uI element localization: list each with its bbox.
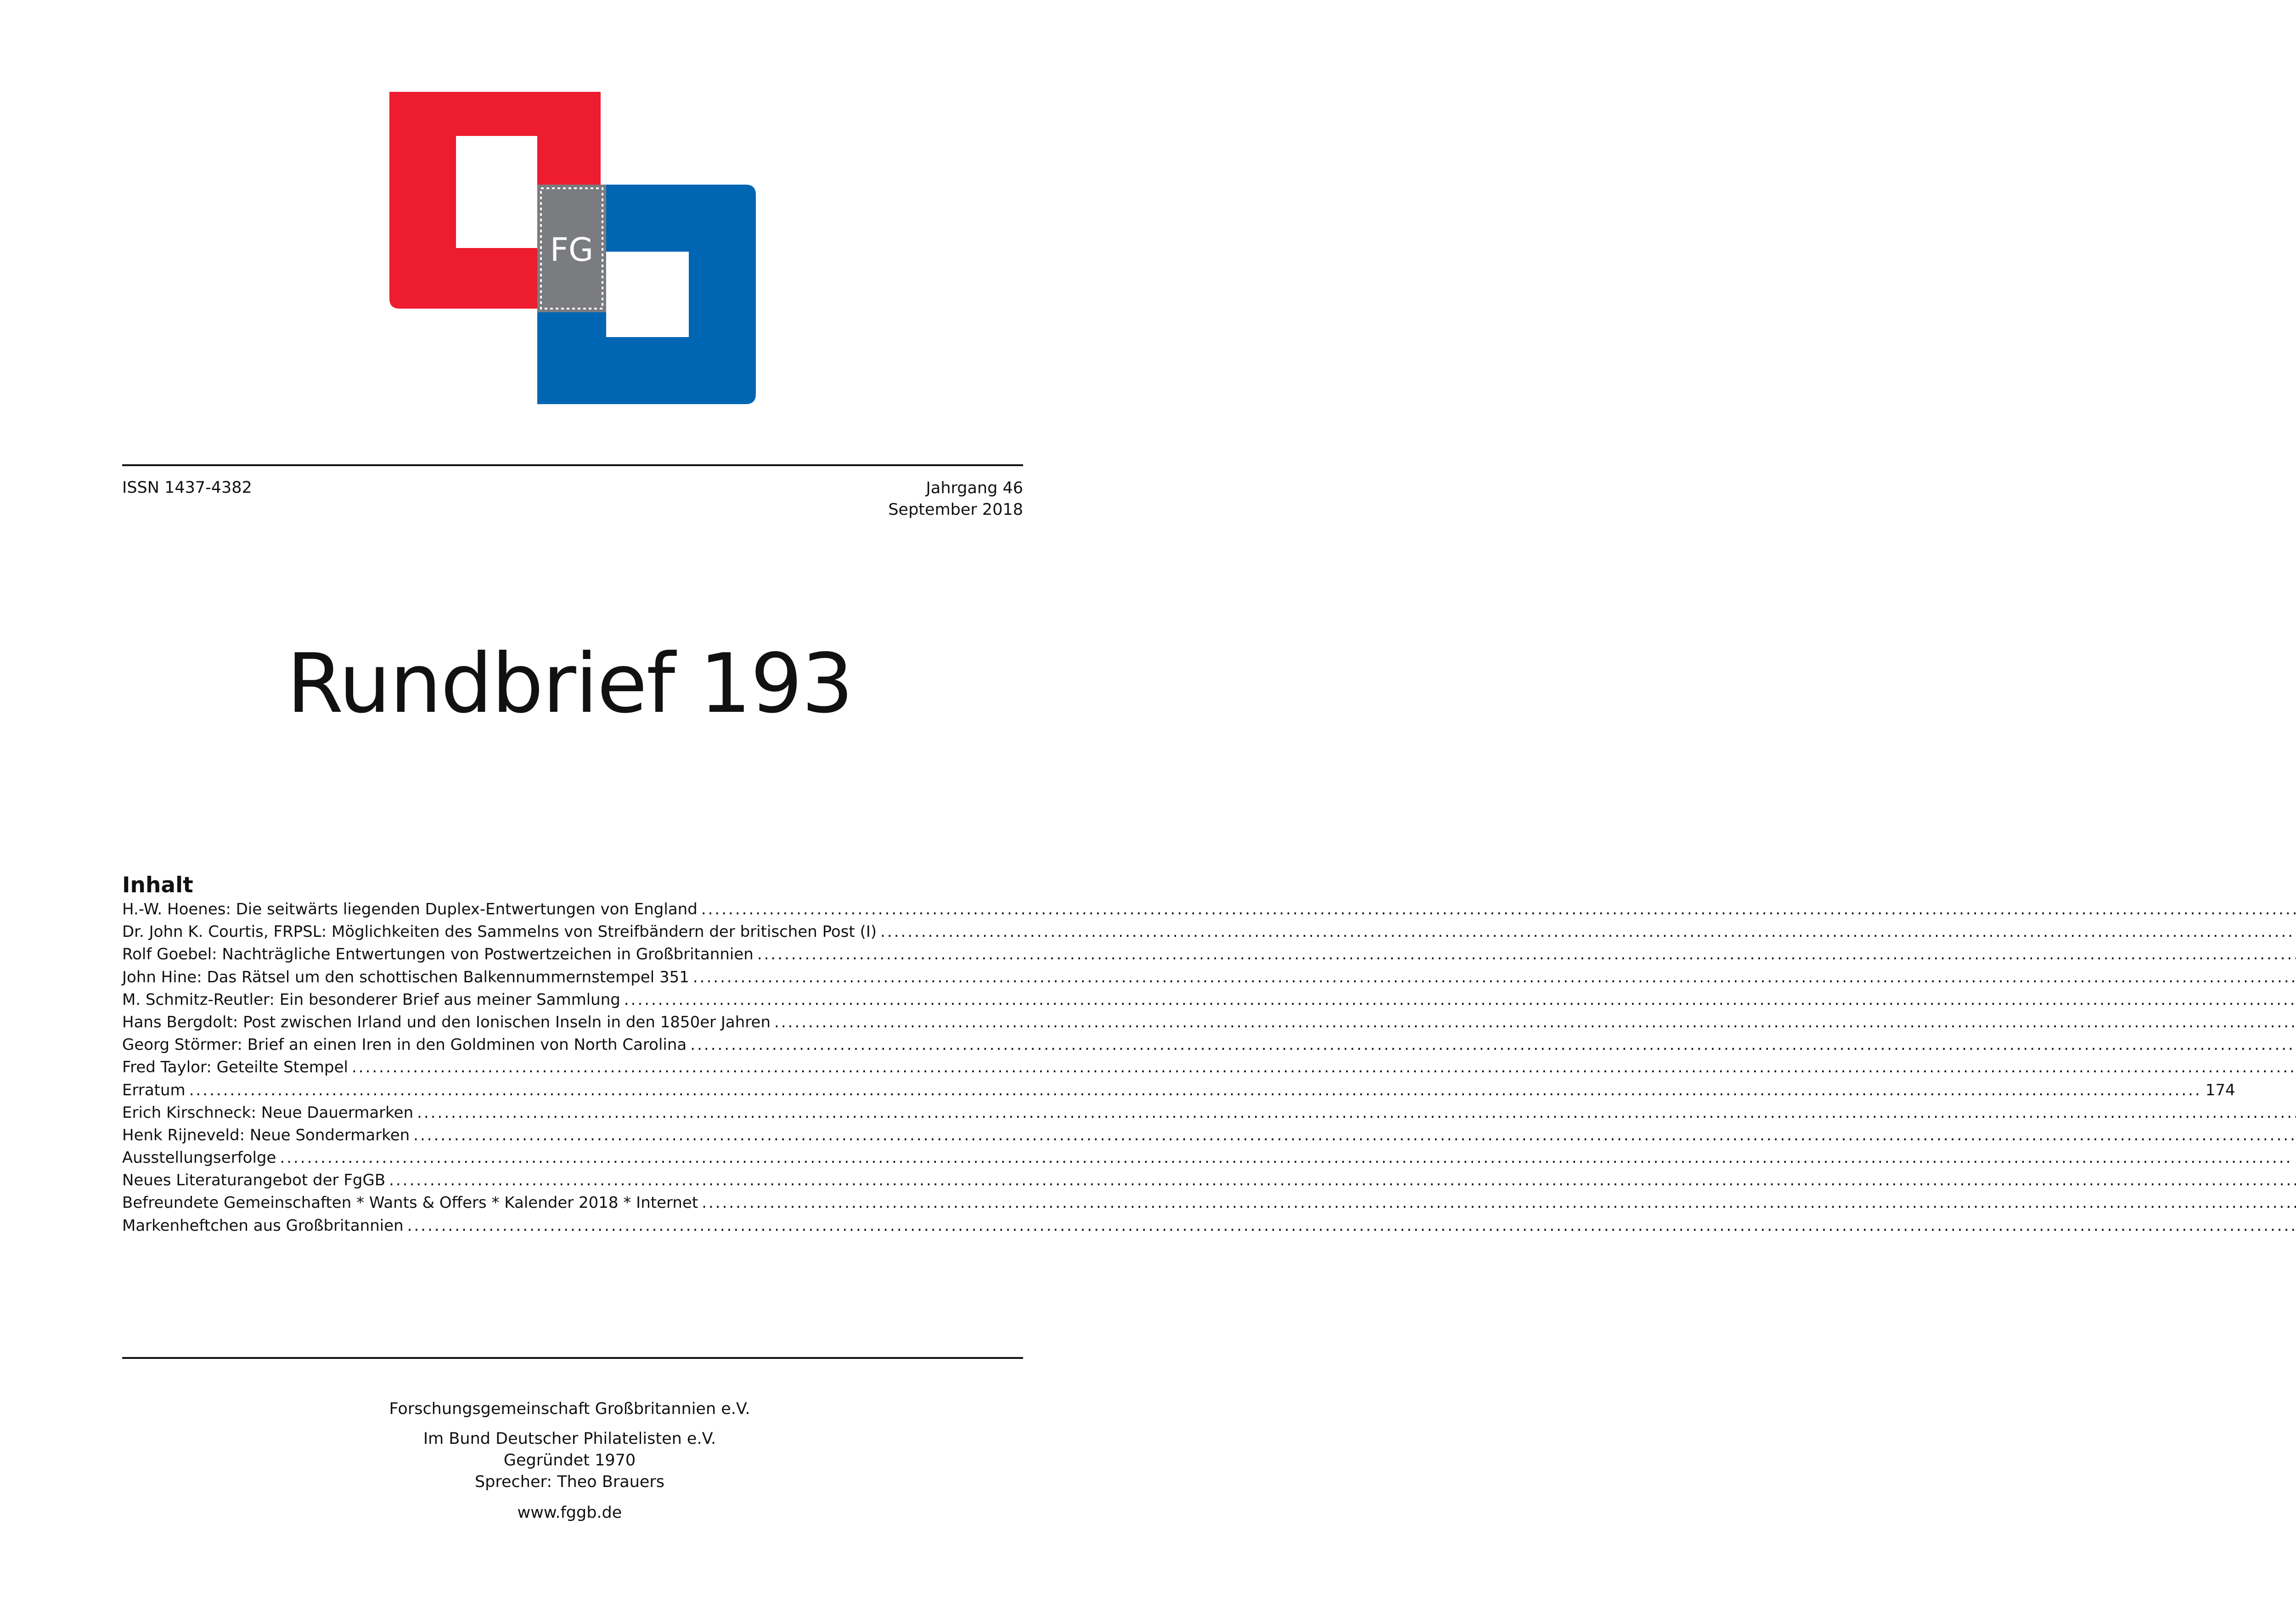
membership-text: Im Bund Deutscher Philatelisten e.V. xyxy=(423,1430,716,1448)
toc-entry xyxy=(122,1126,1023,1149)
toc-leader-dots xyxy=(690,1036,2296,1054)
toc-entry-title: H.-W. Hoenes: Die seitwärts liegenden Duplex-Entwertungen von England xyxy=(122,900,698,918)
toc-entry-page: 174 xyxy=(2205,1081,2235,1099)
toc-heading: Inhalt xyxy=(122,873,193,898)
toc-entry-title: M. Schmitz-Reutler: Ein besonderer Brief aus meiner Sammlung xyxy=(122,990,620,1009)
toc-leader-dots xyxy=(389,1171,2296,1189)
toc-leader-dots xyxy=(880,923,2296,941)
toc-entry-title: Dr. John K. Courtis, FRPSL: Möglichkeiten des Sammelns von Streifbändern der britischen Post (I) xyxy=(122,923,877,941)
toc-entry xyxy=(122,1081,2235,1104)
toc-entry xyxy=(122,1013,1023,1036)
bottom-divider xyxy=(122,1357,1023,1359)
logo-stamp-text: FG xyxy=(550,231,594,269)
toc-list xyxy=(122,900,2235,1239)
issue-date: September 2018 xyxy=(888,501,1023,519)
toc-entry xyxy=(122,900,1023,923)
toc-entry xyxy=(122,1194,1023,1216)
toc-leader-dots xyxy=(693,968,2296,986)
toc-entry-title: Hans Bergdolt: Post zwischen Irland und den Ionischen Inseln in den 1850er Jahren xyxy=(122,1013,771,1031)
website-link[interactable]: www.fggb.de xyxy=(517,1504,622,1522)
toc-entry-title: Rolf Goebel: Nachträgliche Entwertungen von Postwertzeichen in Großbritannien xyxy=(122,945,754,964)
founded-text: Gegründet 1970 xyxy=(503,1451,636,1470)
toc-entry-title: Befreundete Gemeinschaften * Wants & Offers * Kalender 2018 * Internet xyxy=(122,1194,698,1212)
toc-leader-dots xyxy=(413,1126,2296,1144)
page-title: Rundbrief 193 xyxy=(287,636,853,731)
toc-leader-dots xyxy=(352,1058,2296,1076)
table-of-contents xyxy=(122,872,2235,1239)
toc-leader-dots xyxy=(189,1081,2202,1099)
toc-entry xyxy=(122,1104,1023,1126)
toc-entry-title: Erich Kirschneck: Neue Dauermarken xyxy=(122,1103,414,1122)
organization-name: Forschungsgemeinschaft Großbritannien e.V. xyxy=(389,1400,750,1418)
toc-entry xyxy=(122,1217,1023,1239)
fggb-logo xyxy=(389,92,756,404)
toc-leader-dots xyxy=(624,991,2296,1009)
toc-entry-title: Henk Rijneveld: Neue Sondermarken xyxy=(122,1126,410,1144)
toc-leader-dots xyxy=(701,900,2296,918)
toc-leader-dots xyxy=(757,945,2296,963)
issn-number: ISSN 1437-4382 xyxy=(122,479,252,497)
toc-entry xyxy=(122,923,1023,945)
toc-entry-title: Markenheftchen aus Großbritannien xyxy=(122,1216,404,1235)
toc-leader-dots xyxy=(280,1149,2292,1167)
toc-leader-dots xyxy=(702,1194,2296,1212)
toc-leader-dots xyxy=(774,1013,2296,1031)
volume-label: Jahrgang 46 xyxy=(926,479,1023,497)
toc-entry-title: Erratum xyxy=(122,1081,186,1099)
toc-leader-dots xyxy=(407,1217,2296,1235)
toc-entry-title: John Hine: Das Rätsel um den schottischen Balkennummernstempel 351 xyxy=(122,968,689,986)
toc-entry-title: Ausstellungserfolge xyxy=(122,1149,276,1167)
toc-entry xyxy=(122,968,1023,991)
toc-entry xyxy=(122,945,1023,968)
toc-entry xyxy=(122,1036,1023,1058)
top-divider xyxy=(122,464,1023,466)
toc-entry xyxy=(122,991,1023,1013)
toc-entry xyxy=(122,1149,1023,1171)
toc-leader-dots xyxy=(417,1104,2296,1122)
issue-info xyxy=(888,478,1023,521)
footer xyxy=(0,1398,1139,1524)
speaker-text: Sprecher: Theo Brauers xyxy=(474,1473,665,1491)
toc-entry-title: Georg Störmer: Brief an einen Iren in den Goldminen von North Carolina xyxy=(122,1036,687,1054)
toc-entry xyxy=(122,1171,1023,1194)
toc-entry-title: Fred Taylor: Geteilte Stempel xyxy=(122,1058,348,1077)
toc-entry xyxy=(122,1058,1023,1081)
toc-entry-title: Neues Literaturangebot der FgGB xyxy=(122,1171,386,1190)
